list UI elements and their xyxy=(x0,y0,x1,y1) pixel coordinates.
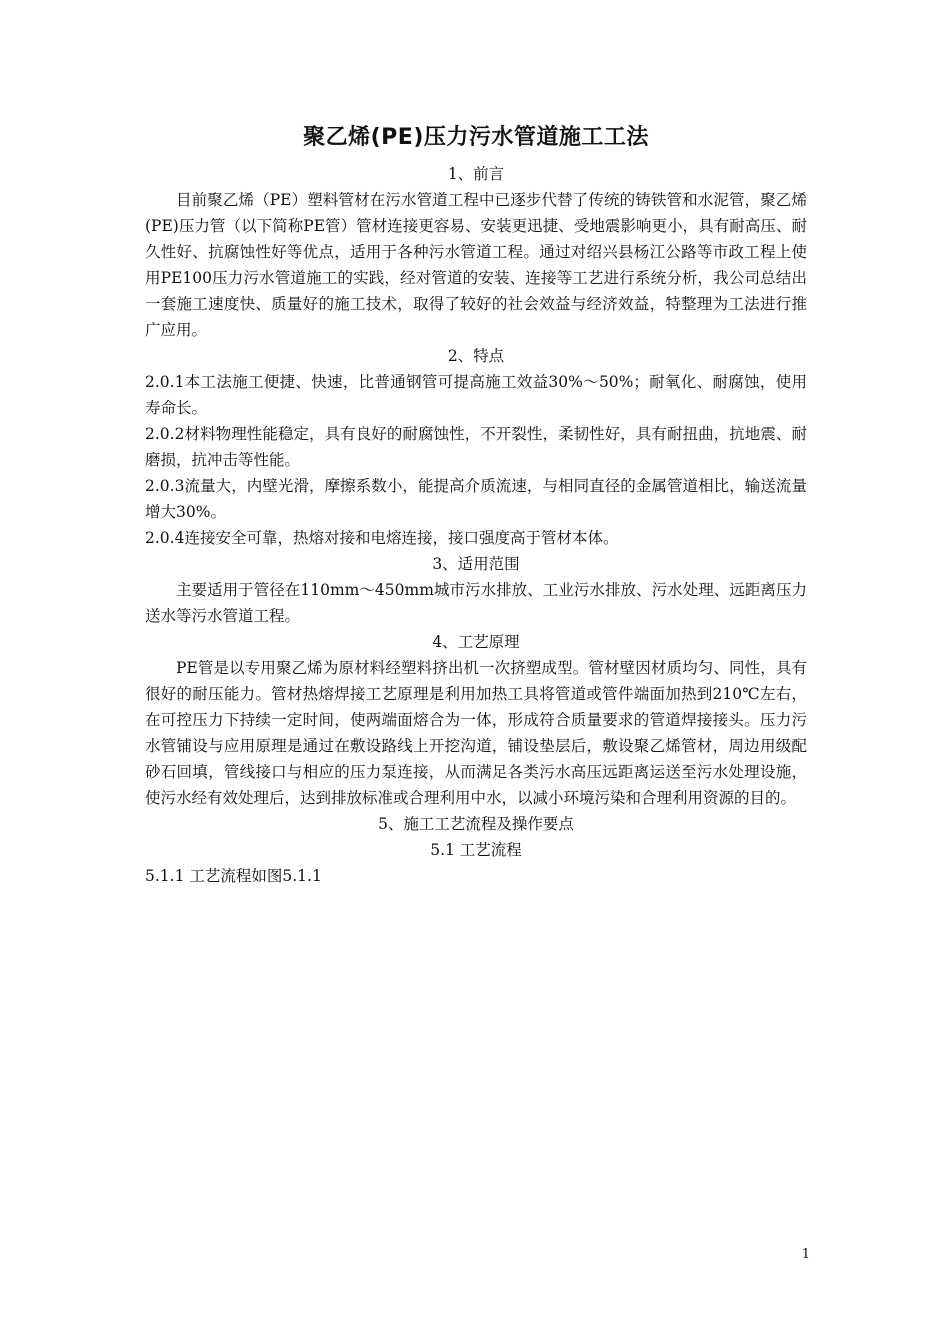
section-heading-scope: 3、适用范围 xyxy=(432,555,520,573)
feature-item: 2.0.4连接安全可靠，热熔对接和电熔连接，接口强度高于管材本体。 xyxy=(145,529,619,547)
section-heading-features: 2、特点 xyxy=(447,347,505,365)
feature-item: 2.0.1本工法施工便捷、快速，比普通钢管可提高施工效益30%～50%；耐氧化、耐腐蚀，使用寿命长。 xyxy=(145,373,807,417)
subsection-heading-flow: 5.1 工艺流程 xyxy=(430,841,522,859)
scope-paragraph: 主要适用于管径在110mm～450mm城市污水排放、工业污水排放、污水处理、远距离压力送水等污水管道工程。 xyxy=(145,581,807,625)
document-title: 聚乙烯(PE)压力污水管道施工工法 xyxy=(303,125,649,150)
section-heading-process: 5、施工工艺流程及操作要点 xyxy=(378,815,574,833)
preface-paragraph: 目前聚乙烯（PE）塑料管材在污水管道工程中已逐步代替了传统的铸铁管和水泥管，聚乙烯(PE)压力管（以下简称PE管）管材连接更容易、安装更迅捷、受地震影响更小，具有耐高压、耐久性好、抗腐蚀性好等优点，适用于各种污水管道工程。通过对绍兴县杨江公路等市政工程上使用PE100压力污水管道施工的实践，经对管道的安装、连接等工艺进行系统分析，我公司总结出一套施工速度快、质量好的施工技术，取得了较好的社会效益与经济效益，特整理为工法进行推广应用。 xyxy=(145,191,807,339)
section-heading-preface: 1、前言 xyxy=(447,165,505,183)
feature-item: 2.0.3流量大，内壁光滑，摩擦系数小，能提高介质流速，与相同直径的金属管道相比，输送流量增大30%。 xyxy=(145,477,807,521)
principle-paragraph: PE管是以专用聚乙烯为原材料经塑料挤出机一次挤塑成型。管材壁因材质均匀、同性，具有很好的耐压能力。管材热熔焊接工艺原理是利用加热工具将管道或管件端面加热到210℃左右，在可控压力下持续一定时间，使两端面熔合为一体，形成符合质量要求的管道焊接接头。压力污水管铺设与应用原理是通过在敷设路线上开挖沟道，铺设垫层后，敷设聚乙烯管材，周边用级配砂石回填，管线接口与相应的压力泵连接，从而满足各类污水高压远距离运送至污水处理设施，使污水经有效处理后，达到排放标准或合理利用中水，以减小环境污染和合理利用资源的目的。 xyxy=(145,659,807,807)
document-body xyxy=(145,120,807,889)
feature-item: 2.0.2材料物理性能稳定，具有良好的耐腐蚀性，不开裂性，柔韧性好，具有耐扭曲，抗地震、耐磨损，抗冲击等性能。 xyxy=(145,425,807,469)
flow-reference-line: 5.1.1 工艺流程如图5.1.1 xyxy=(145,867,322,885)
page-number: 1 xyxy=(801,1247,810,1262)
section-heading-principle: 4、工艺原理 xyxy=(432,633,520,651)
